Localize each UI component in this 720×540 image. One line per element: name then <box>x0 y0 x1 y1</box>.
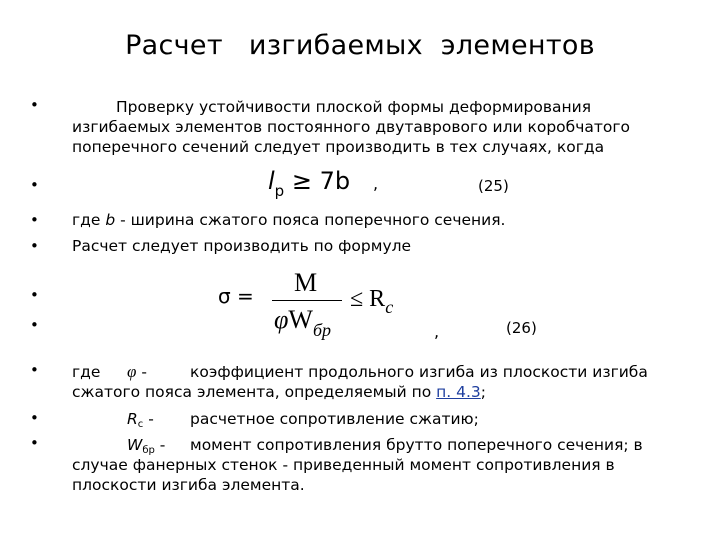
formula-25-l: l <box>268 167 275 195</box>
formula-26-numerator: M <box>294 268 318 297</box>
definition-phi-line-1: коэффициент продольного изгиба из плоскости изгиба <box>190 363 648 381</box>
formula-26-number: (26) <box>506 319 537 337</box>
formula-26-W-subscript: бр <box>312 320 331 340</box>
formula-26-sigma: σ = <box>218 284 254 308</box>
definition-phi-dash: - <box>141 363 147 381</box>
bullet-8: • <box>30 409 39 427</box>
clause-4-3-link[interactable]: п. 4.3 <box>436 383 481 401</box>
paragraph-1-line-2: изгибаемых элементов постоянного двутаврового или коробчатого <box>72 118 631 136</box>
paragraph-2-post: - ширина сжатого пояса поперечного сечения. <box>115 211 506 229</box>
formula-25-subscript: р <box>274 182 285 200</box>
formula-26-phi: φ <box>274 305 289 334</box>
formula-26-R: R <box>369 286 386 312</box>
bullet-6: • <box>30 316 39 334</box>
definition-phi-line-2-pre: сжатого пояса элемента, определяемый по <box>72 383 437 401</box>
definition-w-line-1: момент сопротивления брутто поперечного сечения; в <box>190 436 643 454</box>
formula-25 <box>268 167 379 200</box>
bullet-2: • <box>30 176 39 194</box>
title-word-2: изгибаемых <box>248 30 423 61</box>
formula-25-comma: , <box>373 174 379 193</box>
formula-26-W: W <box>288 305 313 334</box>
definition-rc-dash: - <box>143 410 154 428</box>
formula-26-denominator <box>274 305 331 340</box>
formula-26-fraction-line <box>272 300 342 301</box>
formula-25-rhs: 7b <box>319 167 351 195</box>
paragraph-2 <box>72 210 506 230</box>
definition-rc-symbol: R <box>127 410 138 428</box>
definition-phi-line-2-post: ; <box>480 383 486 401</box>
definition-w-line-2: случае фанерных стенок - приведенный момент сопротивления в <box>72 456 615 474</box>
bullet-3: • <box>30 211 39 229</box>
definition-rc-text: расчетное сопротивление сжатию; <box>190 410 479 428</box>
formula-26-comma: , <box>434 322 440 341</box>
paragraph-1-line-3: поперечного сечений следует производить в тех случаях, когда <box>72 138 605 156</box>
formula-26-operator: ≤ <box>350 286 364 312</box>
definition-w-symbol: W <box>127 436 143 454</box>
definition-phi-line-2 <box>72 382 486 402</box>
definition-w-subscript: бр <box>142 445 155 456</box>
paragraph-3: Расчет следует производить по формуле <box>72 237 412 255</box>
definition-rc-subscript: c <box>137 419 144 430</box>
page-title <box>0 30 720 61</box>
formula-26-rhs <box>350 286 394 317</box>
title-word-3: элементов <box>440 30 595 61</box>
paragraph-2-b: b <box>105 211 116 229</box>
paragraph-2-pre: где <box>72 211 106 229</box>
formula-26-R-subscript: c <box>385 297 394 317</box>
definition-w-dash: - <box>154 436 166 454</box>
title-word-1: Расчет <box>125 30 223 61</box>
definition-w-line-3: плоскости изгиба элемента. <box>72 476 305 494</box>
bullet-7: • <box>30 361 39 379</box>
definition-phi-symbol: φ <box>127 362 137 381</box>
bullet-4: • <box>30 237 39 255</box>
definition-rc-symbol-group <box>127 409 154 432</box>
definition-phi-pre: где <box>72 363 101 381</box>
bullet-9: • <box>30 434 39 452</box>
paragraph-1-line-1: Проверку устойчивости плоской формы деформирования <box>116 98 592 116</box>
bullet-1: • <box>30 96 39 114</box>
definition-phi-symbol-group <box>127 362 147 382</box>
formula-25-number: (25) <box>478 177 509 195</box>
formula-25-operator: ≥ <box>291 167 312 195</box>
bullet-5: • <box>30 286 39 304</box>
